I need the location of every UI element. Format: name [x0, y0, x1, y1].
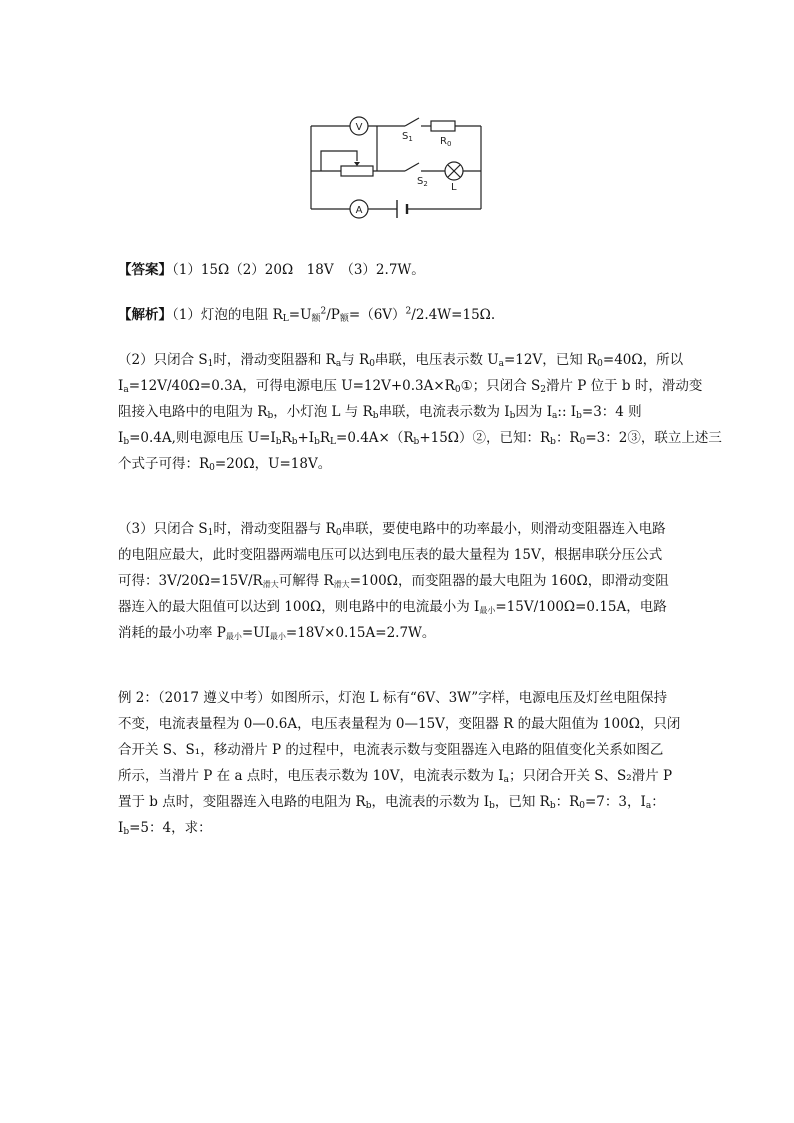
- svg-text:V: V: [355, 122, 363, 133]
- voltmeter-icon: [350, 117, 368, 135]
- analysis-part1: 【解析】（1）灯泡的电阻 $R_L=U_额^2/P_额=(6V)^2/2.4W=15\Omega$.: [118, 306, 496, 324]
- analysis-part3: （3）只闭合 $S_1$时，滑动变阻器与 $R_0$串联，要使电路中的功率最小，则滑动变阻器连入电路 的电阻应最大，此时变阻器两端电压可以达到电压表的最大量程为 15V，根据串联分压公式 可得：$3V/20\Omega=15V/R_{滑大}$可解得 $R_{滑大}=100\Omega$，而变阻器的最大电阻为 160Ω，即滑动变阻 器连入的最大阻值可以达到 100Ω，则电路中的电流最小为 $I_{最小}=15V/100\Omega=0.15A$，电路 消耗的最小功率 $P_{最小}=UI_{最小}=18V\times 0.15A=2.7W$。: [118, 521, 669, 641]
- answer-label: 【答案】: [118, 262, 172, 278]
- battery-icon: [397, 200, 407, 218]
- answer-paragraph: [118, 257, 678, 283]
- lamp-icon: [445, 162, 463, 180]
- circuit-diagram: [305, 108, 485, 220]
- svg-text:A: A: [355, 205, 363, 216]
- resistor-r0-icon: [431, 121, 455, 131]
- label-lamp: L: [451, 182, 457, 193]
- label-s1: $S_1$: [402, 131, 413, 143]
- label-r0: $R_0$: [440, 136, 452, 148]
- analysis-label: 【解析】: [118, 307, 172, 323]
- rheostat-icon: [341, 166, 373, 176]
- example2-paragraph: 例 2：（2017 遵义中考）如图所示，灯泡 L 标有“6V、3W”字样，电源电压及灯丝电阻保持 不变，电流表量程为 0—0.6A，电压表量程为 0—15V，变阻器 R 的最大阻值为 100Ω，只闭 合开关 S、S₁，移动滑片 P 的过程中，电流表示数与变阻器连入电路的阻值变化关系如图乙 所示，当滑片 P 在 a 点时，电压表示数为 10V，电流表示数为 $I_a$；只闭合开关 S、S₂滑片 P 置于 b 点时，变阻器连入电路的电阻为 $R_b$，电流表的示数为 $I_b$，已知 $R_b$：$R_0=7$：3，$I_a$： $I_b=5$：4，求：: [118, 690, 681, 837]
- label-s2: $S_2$: [417, 176, 428, 188]
- answer-text: （1）15Ω（2）20Ω 18V （3）2.7W。: [172, 262, 425, 278]
- analysis-part2: （2）只闭合 $S_1$时，滑动变阻器和 $R_a$与 $R_0$串联，电压表示数 $U_a=12V$，已知 $R_0=40\Omega$，所以 $I_a=12V/40\Omega=0.3A$，可得电源电压 $U=12V+0.3A\times R_0①$；只闭合 $S_2$滑片 P 位于 b 时，滑动变 阻接入电路中的电阻为 $R_b$，小灯泡 L 与 $R_b$串联，电流表示数为 $I_b$因为 $I_a$:: $I_b=3$：4 则 $I_b=0.4A$,则电源电压 $U=I_bR_b+I_bR_L=0.4A\times(R_b+15\Omega)②$，已知：$R_b$：$R_0=3$：2③，联立上述三 个式子可得：$R_0=20\Omega$，U=18V。: [118, 352, 722, 473]
- ammeter-icon: [350, 200, 368, 218]
